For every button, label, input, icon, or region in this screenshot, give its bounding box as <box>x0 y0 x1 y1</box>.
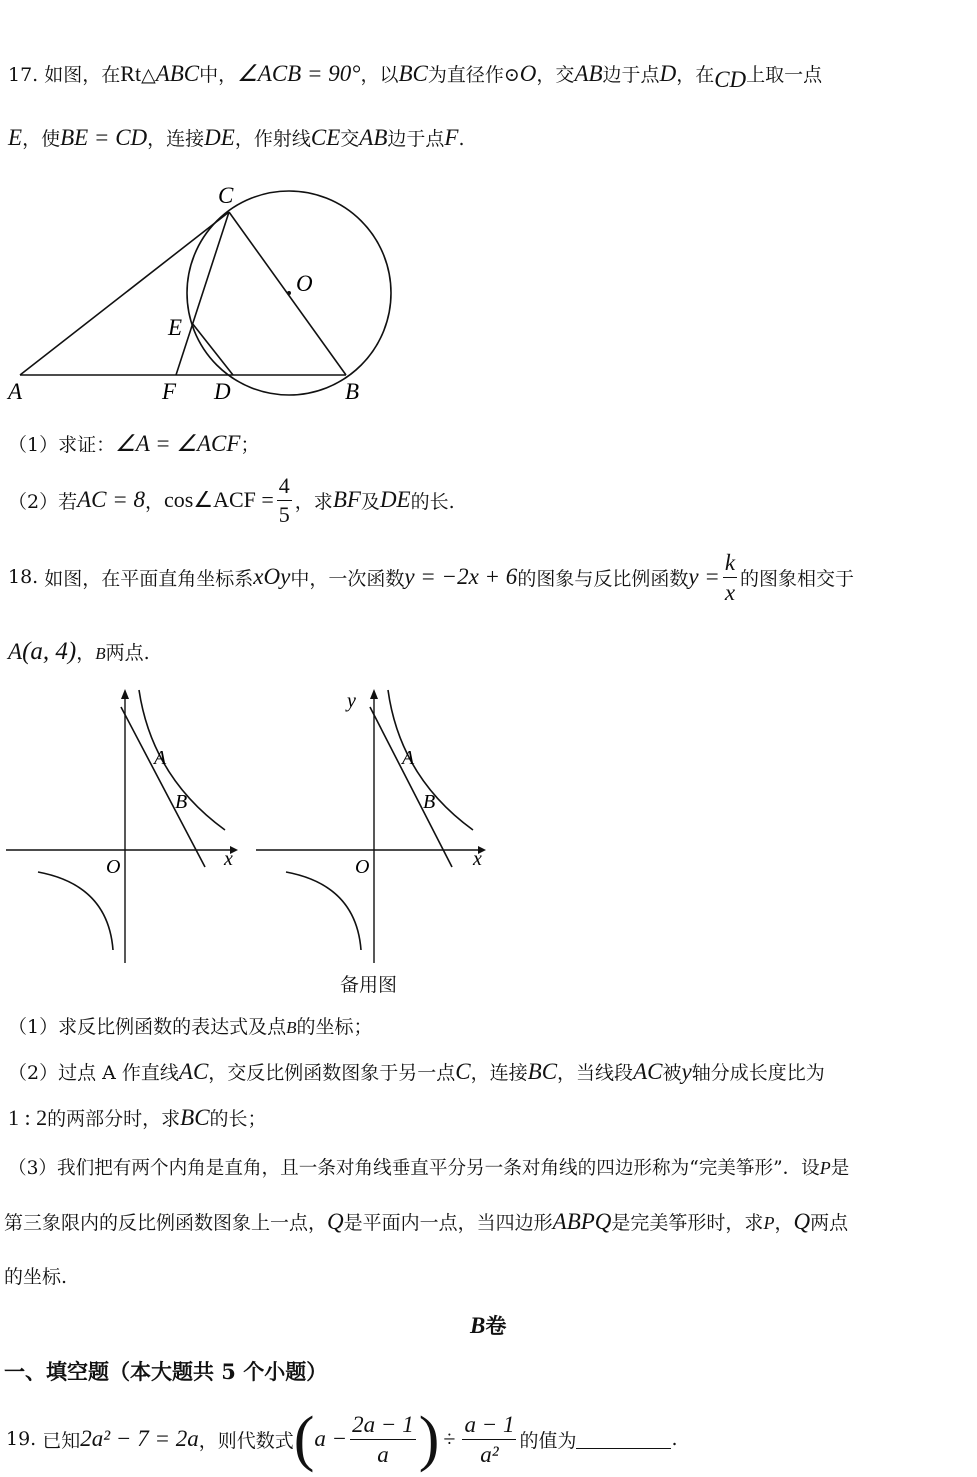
math: CE <box>310 125 341 150</box>
math: xOy <box>253 564 291 589</box>
text: ，连接 <box>147 128 205 150</box>
line-graph <box>121 707 205 867</box>
q17-line2 <box>8 124 465 151</box>
math: B <box>470 1313 486 1338</box>
text: 的长. <box>410 490 455 513</box>
label-d: D <box>214 379 231 404</box>
math: E <box>8 125 23 150</box>
text: 卷 <box>485 1313 507 1338</box>
text: 是平面内一点，当四边形 <box>343 1212 553 1234</box>
math: AB <box>359 125 388 150</box>
q17-line1 <box>8 60 823 92</box>
math: (a, 4) <box>22 638 77 665</box>
fraction-2a-1-over-a <box>350 1413 416 1466</box>
text: 已知 <box>42 1429 81 1452</box>
math: AC <box>178 1059 209 1084</box>
math: DE <box>379 487 411 512</box>
label-b: B <box>175 791 188 813</box>
math: 2a² − 7 = 2a <box>80 1426 199 1451</box>
fraction-bar <box>350 1439 416 1440</box>
fraction-bar <box>462 1439 516 1440</box>
math: cos∠ACF = <box>164 487 274 512</box>
math: y = <box>688 564 720 589</box>
text: . <box>458 128 465 150</box>
q18-line1 <box>8 545 854 609</box>
label-c: C <box>218 183 234 208</box>
label-o: O <box>296 271 313 296</box>
math: Q <box>793 1209 811 1234</box>
left-paren: ( <box>293 1405 315 1473</box>
ray-ce <box>176 212 229 375</box>
q17-part2 <box>8 470 455 530</box>
math: F <box>444 125 459 150</box>
text: 的图象与反比例函数 <box>517 567 689 590</box>
fraction-k-x <box>723 551 737 604</box>
text: ， <box>774 1212 794 1234</box>
numerator: 2a − 1 <box>352 1411 414 1437</box>
q18-part1 <box>8 1012 373 1039</box>
q17-geometry-figure <box>0 175 420 410</box>
text: 轴分成长度比为 <box>691 1062 825 1084</box>
q18-number: 18. <box>8 566 39 588</box>
text: 中， <box>199 64 238 86</box>
math: BC <box>398 61 428 86</box>
text: 的值为 <box>519 1429 577 1452</box>
fraction-a-1-over-a2 <box>462 1413 516 1466</box>
section-heading: 一、填空题（本大题共 5 个小题） <box>4 1359 328 1384</box>
math: B <box>95 644 106 663</box>
q17-part1 <box>8 430 259 457</box>
hyperbola-branch-q3 <box>38 872 113 950</box>
arc-cd: CD <box>714 67 747 92</box>
text: （2）过点 A 作直线 <box>8 1062 179 1084</box>
numerator: k <box>724 549 736 575</box>
text: （2）若 <box>8 490 78 513</box>
y-arrow-icon <box>121 689 129 699</box>
math: BE = CD <box>60 125 148 150</box>
text: ，当线段 <box>557 1062 634 1084</box>
label-e: E <box>168 315 183 340</box>
q18-part3-line3: 的坐标. <box>4 1266 68 1288</box>
division-sign: ÷ <box>443 1426 456 1451</box>
text: 被 <box>662 1062 682 1084</box>
hyperbola-branch-q3 <box>286 872 361 950</box>
math: A <box>8 639 23 664</box>
left-graph <box>6 689 238 963</box>
right-graph <box>256 689 486 963</box>
denominator: x <box>724 579 736 605</box>
label-b: B <box>345 379 360 404</box>
q18-line2 <box>8 638 150 666</box>
text: . <box>671 1428 678 1450</box>
q19-line <box>6 1404 678 1474</box>
label-x: x <box>473 848 482 870</box>
text: 两点 <box>810 1212 849 1234</box>
label-x: x <box>224 848 233 870</box>
text: ，求 <box>294 490 333 513</box>
math: AC <box>633 1059 663 1084</box>
math: ABPQ <box>552 1209 612 1234</box>
answer-blank[interactable] <box>576 1430 671 1449</box>
text: 中，一次函数 <box>290 567 405 590</box>
math: O <box>519 61 537 86</box>
fraction-4-5 <box>277 472 292 527</box>
text: 交 <box>340 128 360 150</box>
math: Q <box>327 1209 344 1234</box>
label-f: F <box>162 379 177 404</box>
q18-part3-line2 <box>4 1208 848 1235</box>
math: a − <box>314 1426 348 1451</box>
math: BF <box>332 487 361 512</box>
text: ，则代数式 <box>198 1429 294 1452</box>
line-graph <box>370 707 452 867</box>
label-a: A <box>8 379 23 404</box>
denominator: a² <box>480 1441 499 1467</box>
math: AC = 8 <box>77 487 146 512</box>
math: BC <box>527 1059 558 1084</box>
text: （3）我们把有两个内角是直角，且一条对角线垂直平分另一条对角线的四边形称为“完美筝形”．设 <box>8 1158 820 1179</box>
math: P <box>763 1213 775 1233</box>
text: 边于点 <box>602 64 660 86</box>
math: Rt <box>120 61 142 86</box>
right-paren: ) <box>418 1405 440 1473</box>
figure-caption: 备用图 <box>340 974 398 996</box>
label-a: A <box>402 747 415 769</box>
text: 是完美筝形时，求 <box>611 1212 764 1234</box>
text: 如图，在平面直角坐标系 <box>44 567 254 590</box>
text: 上取一点 <box>746 64 823 86</box>
math: ∠ACB = 90° <box>237 61 361 86</box>
text: 的两部分时，求 <box>47 1108 181 1130</box>
numerator: a − 1 <box>464 1411 515 1437</box>
label-a: A <box>154 747 167 769</box>
math: y = −2x + 6 <box>404 564 518 589</box>
text: 为直径作 <box>427 64 504 86</box>
math: ABC <box>155 61 200 86</box>
math: ∠A = ∠ACF <box>115 431 241 456</box>
math: B <box>286 1018 297 1037</box>
text: ， <box>145 490 165 513</box>
text: ，在 <box>676 64 715 86</box>
segment-de <box>192 323 233 375</box>
label-o: O <box>106 856 121 878</box>
text: 第三象限内的反比例函数图象上一点， <box>4 1212 328 1234</box>
math: y <box>681 1059 692 1084</box>
text: 边于点 <box>387 128 445 150</box>
text: ，交 <box>536 64 575 86</box>
circle-symbol: ⊙ <box>503 64 520 86</box>
text: 如图，在 <box>44 64 121 86</box>
label-o: O <box>355 856 370 878</box>
fraction-bar <box>277 500 292 501</box>
center-point-o <box>287 291 291 295</box>
text: 两点. <box>105 642 150 664</box>
text: ； <box>240 434 260 456</box>
segment-ac <box>20 212 229 375</box>
q19-number: 19. <box>6 1428 37 1450</box>
fraction-bar <box>723 577 737 578</box>
text: ，使 <box>22 128 61 150</box>
text: ，作射线 <box>234 128 311 150</box>
text: 的图象相交于 <box>740 567 855 590</box>
q18-graph-figures <box>0 685 500 970</box>
text: ， <box>76 642 96 664</box>
q18-part2-line1 <box>8 1058 825 1085</box>
denominator: 5 <box>278 501 290 527</box>
text: 的长； <box>209 1108 267 1130</box>
text: ，交反比例函数图象于另一点 <box>208 1062 456 1084</box>
text: 及 <box>360 490 380 513</box>
y-arrow-icon <box>370 689 378 699</box>
label-y: y <box>347 690 356 712</box>
math: C <box>455 1059 471 1084</box>
math: P <box>819 1158 831 1178</box>
text: 的坐标； <box>296 1016 373 1038</box>
text: 是 <box>830 1158 850 1179</box>
q18-part3-line1 <box>8 1154 849 1180</box>
numerator: 4 <box>278 472 290 498</box>
text: （1）求反比例函数的表达式及点 <box>8 1016 287 1038</box>
q18-part2-line2 <box>8 1104 267 1131</box>
denominator: a <box>377 1441 389 1467</box>
section-b-title <box>470 1310 506 1340</box>
math: BC <box>180 1105 210 1130</box>
q17-number: 17. <box>8 64 39 86</box>
label-b: B <box>423 791 436 813</box>
triangle-symbol: △ <box>141 64 156 86</box>
math: DE <box>204 125 235 150</box>
text: ，连接 <box>470 1062 528 1084</box>
text: （1）求证： <box>8 434 116 456</box>
math: D <box>659 61 677 86</box>
math: AB <box>574 61 603 86</box>
text: ，以 <box>360 64 399 86</box>
math: 1 : 2 <box>8 1105 48 1130</box>
